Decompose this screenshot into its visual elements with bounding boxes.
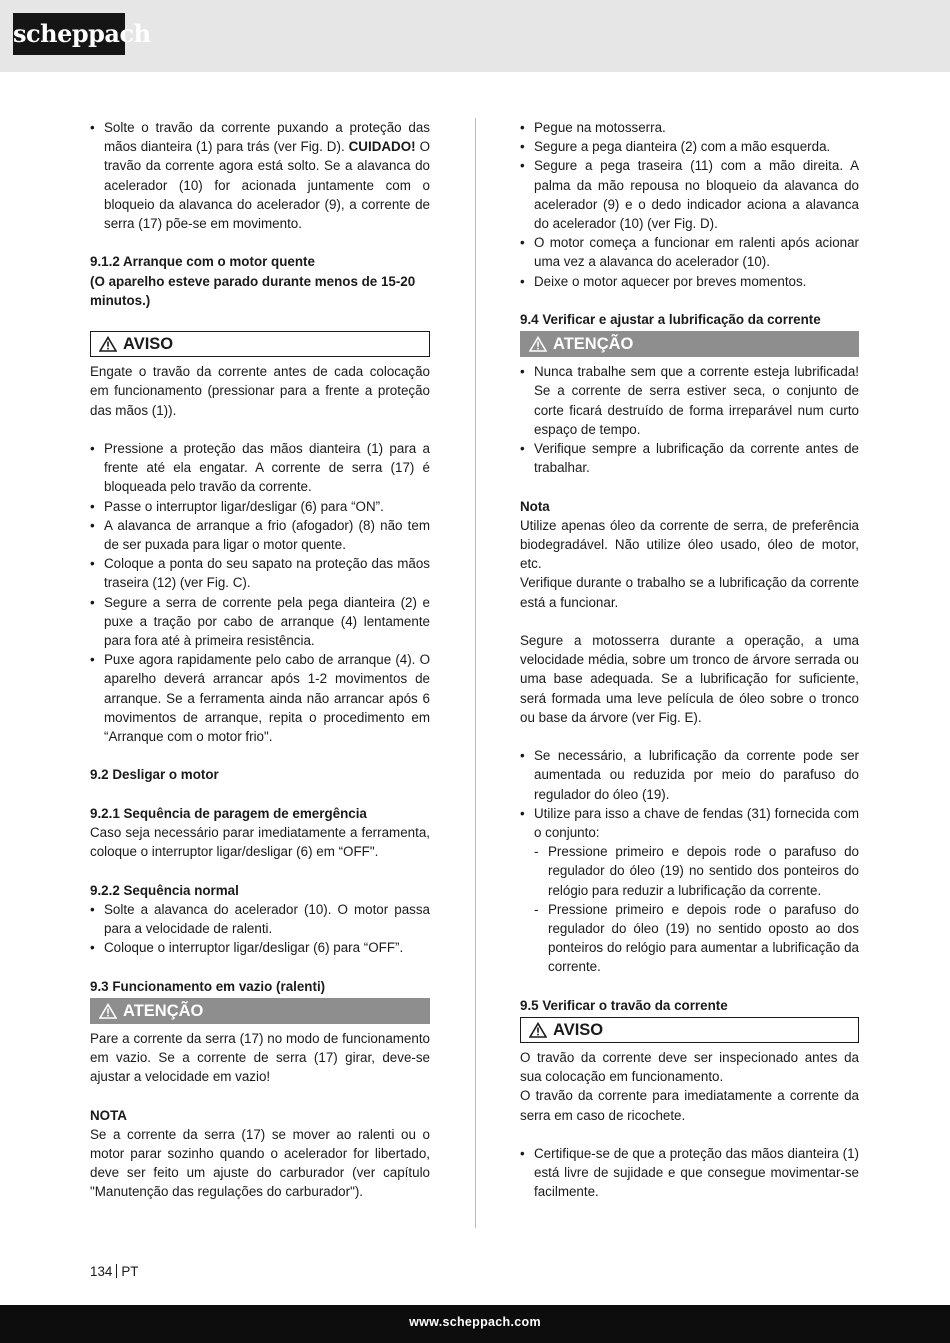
list-item: • Verifique sempre a lubrificação da corrente antes de trabalhar.: [520, 439, 859, 477]
list-item: • Puxe agora rapidamente pelo cabo de arranque (4). O aparelho deverá arrancar após 1-2 movimentos de arranque. Se a ferramenta ainda não arrancar após 6 movimentos de arranque, repita o procedimento em “Arranque com o motor frio".: [90, 650, 430, 746]
list-item: • Deixe o motor aquecer por breves momentos.: [520, 272, 859, 291]
paragraph: Engate o travão da corrente antes de cada colocação em funcionamento (pressionar para a frente a proteção das mãos (1)).: [90, 364, 430, 418]
warm-start-steps-continued: [520, 118, 859, 291]
oil-adjust-steps: [520, 746, 859, 976]
section-heading-9-4: 9.4 Verificar e ajustar a lubrificação da corrente: [520, 312, 821, 328]
note-heading: NOTA: [90, 1107, 127, 1123]
page-number-value: 134: [90, 1264, 113, 1279]
list-item: - Pressione primeiro e depois rode o parafuso do regulador do óleo (19) no sentido oposto ao dos ponteiros do relógio para aumentar a lubrificação da corrente.: [534, 900, 859, 977]
paragraph: Caso seja necessário parar imediatamente a ferramenta, coloque o interruptor ligar/desligar (6) em “OFF".: [90, 825, 430, 860]
note-heading: Nota: [520, 498, 550, 514]
brake-check-steps: [520, 1144, 859, 1202]
section-heading-9-2-1: 9.2.1 Sequência de paragem de emergência: [90, 805, 367, 821]
list-item: • Segure a pega traseira (11) com a mão direita. A palma da mão repousa no bloqueio da alavanca do acelerador (9) e o dedo indicador aciona a alavanca do acelerador (10) (ver Fig. D).: [520, 156, 859, 233]
list-item: • Coloque a ponta do seu sapato na proteção das mãos traseira (12) (ver Fig. C).: [90, 554, 430, 592]
list-item: • Passe o interruptor ligar/desligar (6) para “ON”.: [90, 497, 430, 516]
paragraph: Se a corrente da serra (17) se mover ao ralenti ou o motor parar sozinho quando o acelerador for libertado, deve ser feito um ajuste do carburador (ver capítulo "Manutenção das regulações do carburador").: [90, 1126, 430, 1200]
list-item: • Nunca trabalhe sem que a corrente esteja lubrificada! Se a corrente de serra estiver seca, o conjunto de corte ficará destruído de forma irreparável num curto espaço de tempo.: [520, 362, 859, 439]
brake-release-list: [90, 118, 430, 233]
list-item: • Certifique-se de que a proteção das mãos dianteira (1) está livre de sujidade e que consegue movimentar-se facilmente.: [520, 1144, 859, 1202]
section-heading-9-1-2: 9.1.2 Arranque com o motor quente: [90, 254, 315, 270]
caution-box-atencao: [90, 998, 430, 1024]
normal-stop-steps: [90, 900, 430, 958]
list-item: • A alavanca de arranque a frio (afogador) (8) não tem de ser puxada para ligar o motor quente.: [90, 516, 430, 554]
language-code: PT: [121, 1264, 139, 1279]
caution-box-atencao: [520, 331, 859, 357]
section-heading-9-2: 9.2 Desligar o motor: [90, 767, 219, 783]
brand-logo: scheppach: [13, 13, 125, 55]
left-column: [90, 118, 430, 1202]
list-item: • Se necessário, a lubrificação da corrente pode ser aumentada ou reduzida por meio do parafuso do regulador do óleo (19).: [520, 746, 859, 804]
caution-label: ATENÇÃO: [553, 335, 634, 354]
warning-box-aviso: [90, 331, 430, 357]
list-item: • Utilize para isso a chave de fendas (31) fornecida com o conjunto: - Pressione primeiro e depois rode o parafuso do regulador do óleo (19) no sentido dos ponteiros do relógio para reduzir a lubrificação da corrente. - Pressione primeiro e depois rode o parafuso do regulador do óleo (19) no sentido oposto ao dos ponteiros do relógio para aumentar a lubrificação da corrente.: [520, 804, 859, 977]
paragraph: Verifique durante o trabalho se a lubrificação da corrente está a funcionar.: [520, 575, 859, 610]
oil-adjust-substeps: [534, 842, 859, 976]
paragraph: O travão da corrente deve ser inspecionado antes da sua colocação em funcionamento.: [520, 1050, 859, 1085]
list-item: • Segure a pega dianteira (2) com a mão esquerda.: [520, 137, 859, 156]
caution-label: CUIDADO!: [348, 139, 416, 155]
section-subheading-9-1-2: (O aparelho esteve parado durante menos de 15-20 minutos.): [90, 273, 416, 308]
warning-label: AVISO: [123, 335, 174, 354]
column-divider: [475, 118, 476, 1228]
list-item: • Pegue na motosserra.: [520, 118, 859, 137]
paragraph: Segure a motosserra durante a operação, a uma velocidade média, sobre um tronco de árvore serrada ou uma base adequada. Se a lubrificação for suficiente, será formada uma leve película de óleo sobre o tronco ou base da árvore (ver Fig. E).: [520, 633, 859, 725]
list-item: - Pressione primeiro e depois rode o parafuso do regulador do óleo (19) no sentido dos ponteiros do relógio para reduzir a lubrificação da corrente.: [534, 842, 859, 900]
warning-triangle-icon: [99, 336, 117, 352]
warning-triangle-icon: [99, 1003, 117, 1019]
paragraph: O travão da corrente para imediatamente a corrente da serra em caso de ricochete.: [520, 1088, 859, 1123]
page-number: [90, 1264, 138, 1279]
list-item: • O motor começa a funcionar em ralenti após acionar uma vez a alavanca do acelerador (10).: [520, 233, 859, 271]
list-item: • Pressione a proteção das mãos dianteira (1) para a frente até ela engatar. A corrente de serra (17) é bloqueada pelo travão da corrente.: [90, 439, 430, 497]
warning-triangle-icon: [529, 1022, 547, 1038]
list-item: • Segure a serra de corrente pela pega dianteira (2) e puxe a tração por cabo de arranque (4) lentamente para fora até à primeira resistência.: [90, 593, 430, 651]
paragraph: Pare a corrente da serra (17) no modo de funcionamento em vazio. Se a corrente de serra (17) girar, deve-se ajustar a velocidade em vazio!: [90, 1030, 430, 1085]
paragraph: Utilize apenas óleo da corrente de serra, de preferência biodegradável. Não utilize óleo usado, óleo de motor, etc.: [520, 517, 859, 572]
website-url: www.scheppach.com: [409, 1315, 541, 1329]
caution-label: ATENÇÃO: [123, 1001, 204, 1020]
list-item: • Solte a alavanca do acelerador (10). O motor passa para a velocidade de ralenti.: [90, 900, 430, 938]
section-heading-9-2-2: 9.2.2 Sequência normal: [90, 882, 239, 898]
list-item: • Coloque o interruptor ligar/desligar (6) para “OFF”.: [90, 938, 430, 957]
lubrication-warnings: [520, 362, 859, 477]
warning-triangle-icon: [529, 336, 547, 352]
page-footer: [0, 1305, 950, 1343]
section-heading-9-5: 9.5 Verificar o travão da corrente: [520, 997, 728, 1013]
section-heading-9-3: 9.3 Funcionamento em vazio (ralenti): [90, 978, 326, 994]
right-column: [520, 118, 859, 1202]
warning-label: AVISO: [553, 1021, 604, 1040]
page-header: [0, 0, 950, 72]
separator: [116, 1264, 117, 1278]
list-item: • Solte o travão da corrente puxando a proteção das mãos dianteira (1) para trás (ver Fig. D). CUIDADO! O travão da corrente agora está solto. Se a alavanca do acelerador (10) for acionada juntamente com o bloqueio da alavanca do acelerador (9), a corrente de serra (17) põe-se em movimento.: [90, 118, 430, 233]
warm-start-steps: [90, 439, 430, 746]
warning-box-aviso: [520, 1017, 859, 1043]
